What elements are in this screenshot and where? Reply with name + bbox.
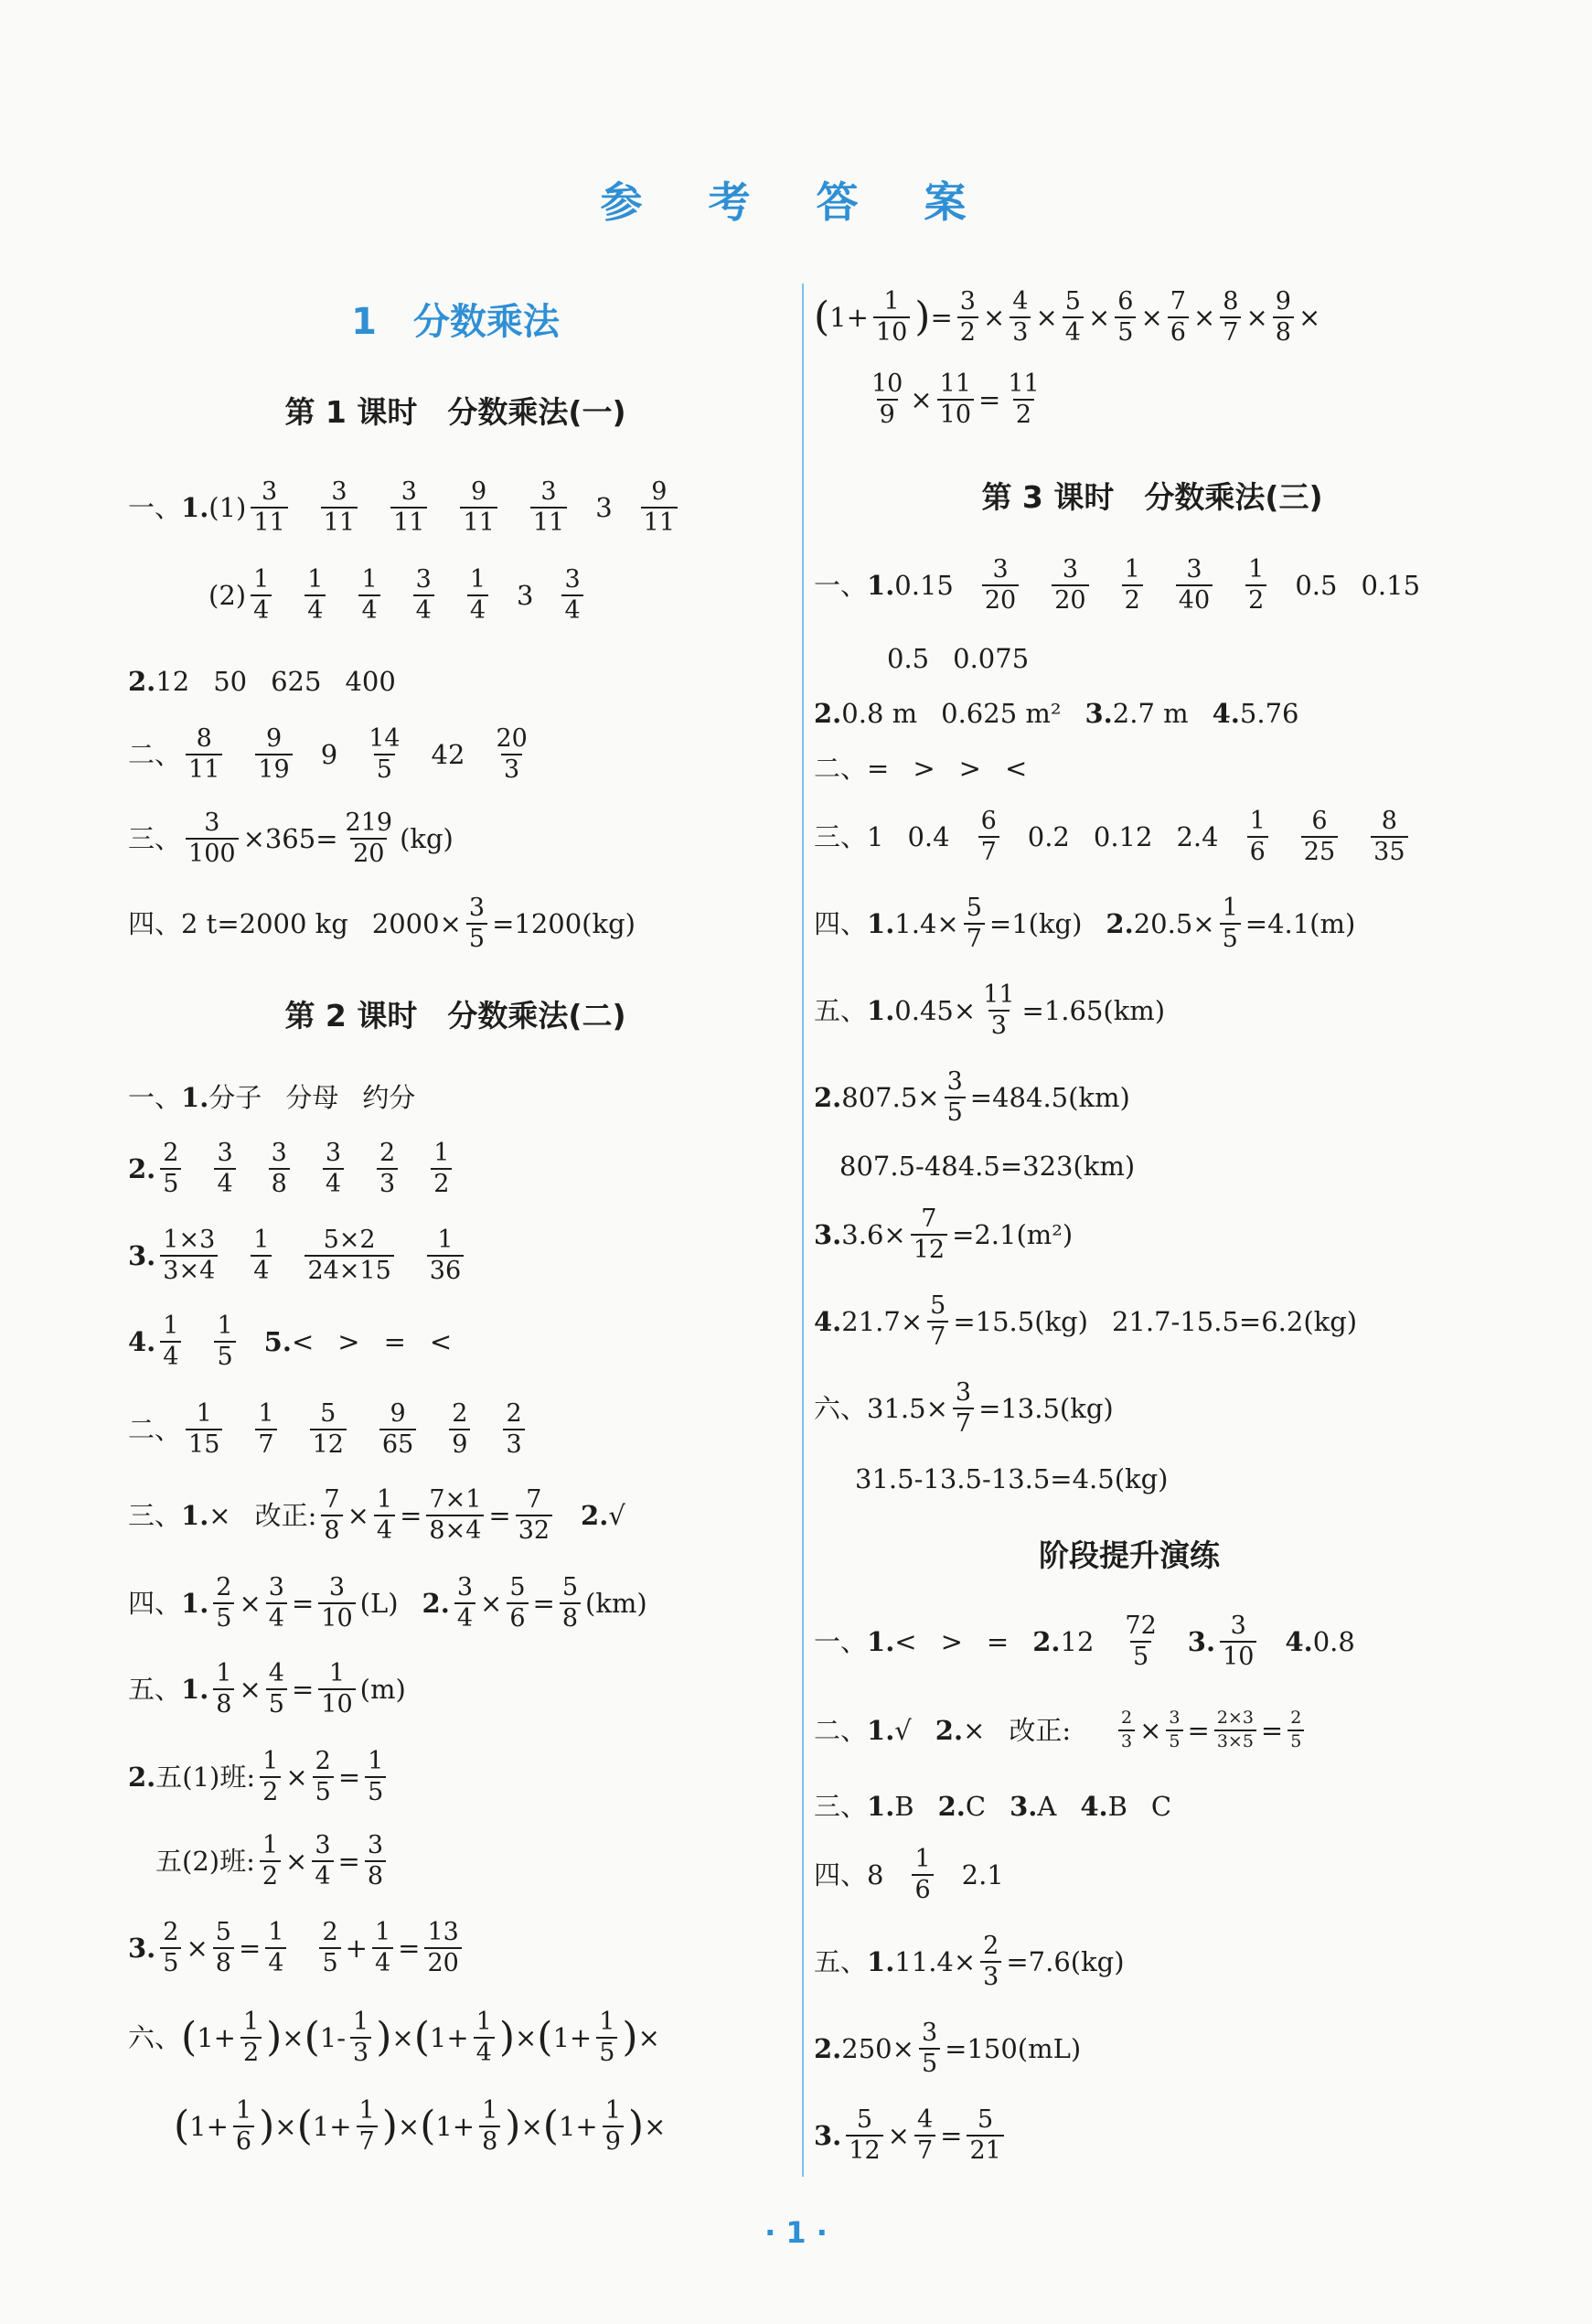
fraction: $\frac{5}{8}$ xyxy=(560,1575,581,1633)
answer-line: 一、 1. 分子 分母 约分 xyxy=(128,1081,416,1113)
fraction: $\frac{4}{5}$ xyxy=(266,1661,287,1719)
fraction: $\frac{1}{4}$ xyxy=(305,567,326,625)
fraction: $\frac{2}{5}$ xyxy=(1287,1709,1304,1751)
fraction: $\frac{6}{5}$ xyxy=(1115,289,1136,347)
answer-line: 五、 1. $\frac{1}{8}$ × $\frac{4}{5}$ = $\frac{1}{10}$ (m) xyxy=(128,1658,406,1719)
fraction: $\frac{3}{11}$ xyxy=(321,479,358,537)
fraction: $\frac{1}{4}$ xyxy=(374,1487,395,1545)
fraction: $\frac{1}{2}$ xyxy=(260,1833,281,1890)
answer-line: $\frac{2}{3}$ × $\frac{3}{5}$ = $\frac{2\times 3}{3\times 5}$ = $\frac{2}{5}$ xyxy=(1114,1698,1309,1762)
fraction: $\frac{1}{2}$ xyxy=(1245,557,1266,615)
fraction: $\frac{1}{7}$ xyxy=(357,2098,378,2156)
fraction: $\frac{2}{5}$ xyxy=(319,1920,340,1977)
fraction: $\frac{1}{15}$ xyxy=(186,1401,222,1459)
answer-line: 2. 五(1)班: $\frac{1}{2}$ × $\frac{2}{5}$ = $\frac{1}{5}$ xyxy=(128,1745,390,1809)
answer-line: 3. $\frac{1\times 3}{3\times 4}$ $\frac{1}{4}$ $\frac{5\times 2}{24\times 15}$ $\frac{1}{36}$ xyxy=(128,1224,468,1288)
answer-line: ( 1+ $\frac{1}{6}$ ) × ( 1+ $\frac{1}{7}$ ) × ( 1+ $\frac{1}{8}$ ) × ( 1+ $\frac{1}{9}$ ) × xyxy=(174,2095,667,2156)
answer-line: (2) $\frac{1}{4}$ $\frac{1}{4}$ $\frac{1}{4}$ $\frac{3}{4}$ $\frac{1}{4}$ 3 $\frac{3}{4}$ xyxy=(208,563,588,627)
fraction: $\frac{3}{100}$ xyxy=(186,810,239,868)
fraction: $\frac{5}{4}$ xyxy=(1063,289,1084,347)
fraction: $\frac{4}{7}$ xyxy=(914,2107,935,2165)
answer-line: 807.5-484.5=323(km) xyxy=(839,1150,1136,1182)
fraction: $\frac{3}{4}$ xyxy=(312,1833,333,1890)
answer-line: 4. 21.7× $\frac{5}{7}$ =15.5(kg) 21.7-15.5=6.2(kg) xyxy=(814,1291,1358,1351)
fraction: $\frac{3}{20}$ xyxy=(982,557,1019,615)
fraction: $\frac{1}{36}$ xyxy=(427,1227,464,1285)
fraction: $\frac{10}{9}$ xyxy=(871,369,903,429)
fraction: $\frac{2}{3}$ xyxy=(377,1141,398,1198)
fraction: $\frac{11}{2}$ xyxy=(1008,369,1040,429)
answer-line: 五(2)班: $\frac{1}{2}$ × $\frac{3}{4}$ = $\frac{3}{8}$ xyxy=(155,1829,390,1893)
fraction: $\frac{5}{6}$ xyxy=(507,1575,528,1633)
fraction: $\frac{3}{4}$ xyxy=(323,1141,344,1198)
fraction: $\frac{3}{5}$ xyxy=(466,895,487,953)
column-divider xyxy=(802,284,804,2177)
fraction: $\frac{2}{3}$ xyxy=(980,1933,1001,1991)
fraction: $\frac{2\times 3}{3\times 5}$ xyxy=(1214,1709,1256,1751)
fraction: $\frac{1}{4}$ xyxy=(265,1920,286,1977)
answer-line: 2. 0.8 m 0.625 m² 3. 2.7 m 4. 5.76 xyxy=(814,697,1299,729)
section-title-lesson-1: 第 1 课时 分数乘法(一) xyxy=(284,394,626,430)
answer-line: 四、8 $\frac{1}{6}$ 2.1 xyxy=(814,1844,1004,1904)
answer-line: 3. $\frac{5}{12}$ × $\frac{4}{7}$ = $\frac{5}{21}$ xyxy=(814,2104,1009,2168)
fraction: $\frac{2}{3}$ xyxy=(1118,1709,1135,1751)
fraction: $\frac{2}{5}$ xyxy=(160,1920,181,1977)
fraction: $\frac{1}{8}$ xyxy=(213,1661,234,1719)
section-title-lesson-3: 第 3 课时 分数乘法(三) xyxy=(981,479,1323,515)
fraction: $\frac{1\times 3}{3\times 4}$ xyxy=(160,1227,218,1285)
fraction: $\frac{3}{8}$ xyxy=(365,1833,386,1890)
fraction: $\frac{4}{3}$ xyxy=(1010,289,1031,347)
fraction: $\frac{5\times 2}{24\times 15}$ xyxy=(305,1227,393,1285)
fraction: $\frac{1}{9}$ xyxy=(603,2098,624,2156)
fraction: $\frac{3}{4}$ xyxy=(561,567,582,625)
fraction: $\frac{1}{4}$ xyxy=(251,567,272,625)
fraction: $\frac{1}{2}$ xyxy=(1122,557,1143,615)
fraction: $\frac{1}{2}$ xyxy=(260,1749,281,1806)
answer-line: 2. 250× $\frac{3}{5}$ =150(mL) xyxy=(814,2018,1082,2078)
fraction: $\frac{1}{5}$ xyxy=(596,2009,617,2067)
answer-line: 31.5-13.5-13.5=4.5(kg) xyxy=(855,1462,1169,1494)
fraction: $\frac{72}{5}$ xyxy=(1125,1611,1157,1671)
fraction: $\frac{2}{5}$ xyxy=(213,1575,234,1633)
answer-line: ( 1+ $\frac{1}{10}$ ) = $\frac{3}{2}$ × $\frac{4}{3}$ × $\frac{5}{4}$ × $\frac{6}{5}$ × $\frac{7}{6}$ × $\frac{8}{7}$ × $\frac{9}{8}$ × xyxy=(814,286,1321,347)
fraction: $\frac{2}{5}$ xyxy=(313,1749,334,1806)
fraction: $\frac{5}{8}$ xyxy=(213,1920,234,1977)
answer-line: 一、 1. 0.15 $\frac{3}{20}$ $\frac{3}{20}$ $\frac{1}{2}$ $\frac{3}{40}$ $\frac{1}{2}$ 0.5 0.15 xyxy=(814,554,1421,615)
fraction: $\frac{3}{8}$ xyxy=(269,1141,290,1198)
answer-line: 二、 $\frac{8}{11}$ $\frac{9}{19}$ 9 $\frac{14}{5}$ 42 $\frac{20}{3}$ xyxy=(128,723,535,787)
fraction: $\frac{11}{3}$ xyxy=(983,980,1015,1040)
fraction: $\frac{3}{40}$ xyxy=(1176,557,1213,615)
answer-line: 五、 1. 11.4× $\frac{2}{3}$ =7.6(kg) xyxy=(814,1931,1125,1991)
answer-line: 三、 $\frac{3}{100}$ ×365= $\frac{219}{20}$ (kg) xyxy=(128,808,454,868)
fraction: $\frac{3}{10}$ xyxy=(318,1575,355,1633)
answer-line: 2. 12 50 625 400 xyxy=(128,665,396,697)
fraction: $\frac{2}{3}$ xyxy=(503,1401,524,1459)
fraction: $\frac{1}{5}$ xyxy=(1220,895,1241,953)
answer-line: 4. $\frac{1}{4}$ $\frac{1}{5}$ 5. < > = < xyxy=(128,1311,453,1371)
answer-line: 二、 1. √ 2. × 改正: xyxy=(814,1714,1072,1746)
fraction: $\frac{3}{4}$ xyxy=(214,1141,235,1198)
fraction: $\frac{1}{6}$ xyxy=(912,1847,933,1904)
fraction: $\frac{8}{7}$ xyxy=(1220,289,1241,347)
answer-line: 一、 1. (1) $\frac{3}{11}$ $\frac{3}{11}$ $\frac{3}{11}$ $\frac{9}{11}$ $\frac{3}{11}$ 3 $\frac{9}{11}$ xyxy=(128,476,682,540)
fraction: $\frac{7}{32}$ xyxy=(516,1487,552,1545)
fraction: $\frac{1}{7}$ xyxy=(255,1401,276,1459)
answer-line: 二、 $\frac{1}{15}$ $\frac{1}{7}$ $\frac{5}{12}$ $\frac{9}{65}$ $\frac{2}{9}$ $\frac{2}{3}$ xyxy=(128,1398,529,1462)
fraction: $\frac{5}{12}$ xyxy=(310,1401,347,1459)
fraction: $\frac{2}{9}$ xyxy=(449,1401,470,1459)
fraction: $\frac{6}{25}$ xyxy=(1301,809,1338,866)
fraction: $\frac{8}{11}$ xyxy=(186,726,222,784)
answer-line: 2. 807.5× $\frac{3}{5}$ =484.5(km) xyxy=(814,1066,1130,1127)
fraction: $\frac{20}{3}$ xyxy=(496,723,528,784)
fraction: $\frac{3}{5}$ xyxy=(945,1069,966,1127)
fraction: $\frac{9}{65}$ xyxy=(379,1401,416,1459)
fraction: $\frac{3}{5}$ xyxy=(1166,1709,1182,1751)
fraction: $\frac{1}{10}$ xyxy=(318,1661,355,1719)
answer-line: 0.5 0.075 xyxy=(887,642,1030,674)
section-title-lesson-2: 第 2 课时 分数乘法(二) xyxy=(284,998,626,1033)
fraction: $\frac{1}{6}$ xyxy=(233,2098,254,2156)
answer-line: $\frac{10}{9}$ × $\frac{11}{10}$ = $\frac{11}{2}$ xyxy=(864,368,1047,432)
answer-line: 五、 1. 0.45× $\frac{11}{3}$ =1.65(km) xyxy=(814,980,1166,1040)
answer-line: 四、 1. $\frac{2}{5}$ × $\frac{3}{4}$ = $\frac{3}{10}$ (L) 2. $\frac{3}{4}$ × $\frac{5}{6}$ = $\frac{5}{8}$ (km) xyxy=(128,1572,647,1633)
fraction: $\frac{1}{4}$ xyxy=(372,1920,393,1977)
fraction: $\frac{1}{5}$ xyxy=(365,1749,386,1806)
fraction: $\frac{1}{6}$ xyxy=(1247,809,1268,866)
fraction: $\frac{9}{11}$ xyxy=(641,479,678,537)
fraction: $\frac{9}{11}$ xyxy=(460,479,497,537)
fraction: $\frac{1}{2}$ xyxy=(431,1141,452,1198)
fraction: $\frac{11}{10}$ xyxy=(937,371,974,429)
fraction: $\frac{1}{4}$ xyxy=(160,1313,181,1371)
fraction: $\frac{7}{6}$ xyxy=(1168,289,1189,347)
answer-line: 六、 ( 1+ $\frac{1}{2}$ ) × ( 1- $\frac{1}{3}$ ) × ( 1+ $\frac{1}{4}$ ) × ( 1+ $\frac{1}{5}$ ) × xyxy=(128,2007,660,2067)
fraction: $\frac{14}{5}$ xyxy=(369,723,401,784)
page-title: 参 考 答 案 xyxy=(600,177,992,227)
fraction: $\frac{1}{3}$ xyxy=(350,2009,371,2067)
fraction: $\frac{3}{4}$ xyxy=(413,567,434,625)
answer-line: 三、 1. × 改正: $\frac{7}{8}$ × $\frac{1}{4}$ = $\frac{7\times 1}{8\times 4}$ = $\frac{7}{32}$ 2. √ xyxy=(128,1484,625,1545)
fraction: $\frac{3}{4}$ xyxy=(454,1575,475,1633)
fraction: $\frac{219}{20}$ xyxy=(345,808,393,868)
fraction: $\frac{7}{12}$ xyxy=(911,1206,947,1264)
fraction: $\frac{7\times 1}{8\times 4}$ xyxy=(426,1487,484,1545)
answer-line: 四、2 t=2000 kg 2000× $\frac{3}{5}$ =1200(kg) xyxy=(128,893,636,953)
answer-line: 三、1 0.4 $\frac{6}{7}$ 0.2 0.12 2.4 $\frac{1}{6}$ $\frac{6}{25}$ $\frac{8}{35}$ xyxy=(814,805,1413,869)
fraction: $\frac{5}{7}$ xyxy=(927,1293,948,1351)
chapter-title: 1 分数乘法 xyxy=(351,301,560,343)
fraction: $\frac{5}{7}$ xyxy=(964,895,985,953)
fraction: $\frac{3}{7}$ xyxy=(953,1380,974,1438)
fraction: $\frac{5}{12}$ xyxy=(846,2107,882,2165)
fraction: $\frac{3}{20}$ xyxy=(1052,557,1088,615)
answer-line: 六、31.5× $\frac{3}{7}$ =13.5(kg) xyxy=(814,1377,1114,1438)
fraction: $\frac{1}{4}$ xyxy=(251,1227,272,1285)
fraction: $\frac{13}{20}$ xyxy=(424,1920,461,1977)
answer-line: 2. $\frac{2}{5}$ $\frac{3}{4}$ $\frac{3}{8}$ $\frac{3}{4}$ $\frac{2}{3}$ $\frac{1}{2}$ xyxy=(128,1137,456,1201)
fraction: $\frac{3}{5}$ xyxy=(919,2020,940,2078)
fraction: $\frac{1}{4}$ xyxy=(474,2009,495,2067)
fraction: $\frac{1}{4}$ xyxy=(467,567,488,625)
fraction: $\frac{3}{10}$ xyxy=(1220,1613,1256,1671)
answer-line: 一、 1. < > = 2. 12 $\frac{72}{5}$ 3. $\frac{3}{10}$ 4. 0.8 xyxy=(814,1611,1355,1671)
fraction: $\frac{6}{7}$ xyxy=(978,809,999,866)
fraction: $\frac{5}{21}$ xyxy=(967,2107,1003,2165)
fraction: $\frac{3}{11}$ xyxy=(530,479,567,537)
fraction: $\frac{1}{5}$ xyxy=(214,1313,235,1371)
fraction: $\frac{3}{4}$ xyxy=(266,1575,287,1633)
fraction: $\frac{7}{8}$ xyxy=(321,1487,342,1545)
fraction: $\frac{3}{11}$ xyxy=(251,479,287,537)
fraction: $\frac{1}{8}$ xyxy=(479,2098,500,2156)
fraction: $\frac{3}{11}$ xyxy=(390,479,427,537)
answer-line: 三、 1. B 2. C 3. A 4. B C xyxy=(814,1790,1172,1822)
fraction: $\frac{3}{2}$ xyxy=(957,289,978,347)
answer-line: 四、 1. 1.4× $\frac{5}{7}$ =1(kg) 2. 20.5× $\frac{1}{5}$ =4.1(m) xyxy=(814,893,1356,953)
section-title-review: 阶段提升演练 xyxy=(1039,1537,1220,1573)
page-number: · 1 · xyxy=(764,2215,828,2250)
fraction: $\frac{9}{8}$ xyxy=(1273,289,1294,347)
fraction: $\frac{1}{2}$ xyxy=(240,2009,262,2067)
answer-line: 二、= > > < xyxy=(814,752,1028,784)
fraction: $\frac{9}{19}$ xyxy=(255,726,292,784)
fraction: $\frac{1}{10}$ xyxy=(873,289,910,347)
answer-line: 3. $\frac{2}{5}$ × $\frac{5}{8}$ = $\frac{1}{4}$ $\frac{2}{5}$ + $\frac{1}{4}$ = $\frac{13}{20}$ xyxy=(128,1916,466,1980)
answer-line: 3. 3.6× $\frac{7}{12}$ =2.1(m²) xyxy=(814,1204,1074,1264)
fraction: $\frac{1}{4}$ xyxy=(358,567,379,625)
fraction: $\frac{2}{5}$ xyxy=(160,1141,181,1198)
fraction: $\frac{8}{35}$ xyxy=(1371,809,1407,866)
